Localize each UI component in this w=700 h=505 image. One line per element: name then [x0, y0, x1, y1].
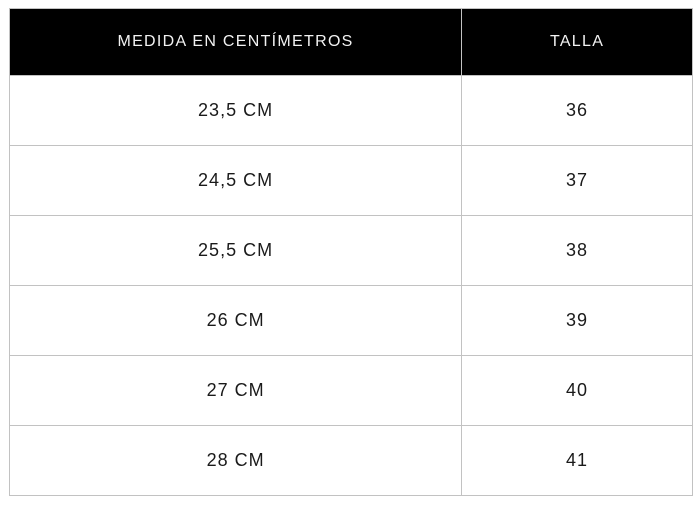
header-size: TALLA — [462, 9, 693, 76]
size-cell: 36 — [462, 76, 693, 146]
measure-cell: 24,5 CM — [10, 146, 462, 216]
table-row — [10, 286, 693, 356]
size-cell: 40 — [462, 356, 693, 426]
measure-cell: 23,5 CM — [10, 76, 462, 146]
table-row — [10, 146, 693, 216]
table-row — [10, 426, 693, 496]
measure-cell: 27 CM — [10, 356, 462, 426]
size-cell: 38 — [462, 216, 693, 286]
header-row — [10, 9, 693, 76]
size-cell: 37 — [462, 146, 693, 216]
size-cell: 41 — [462, 426, 693, 496]
size-chart-table — [9, 8, 693, 496]
header-measure: MEDIDA EN CENTÍMETROS — [10, 9, 462, 76]
table-row — [10, 216, 693, 286]
size-cell: 39 — [462, 286, 693, 356]
table-row — [10, 76, 693, 146]
measure-cell: 25,5 CM — [10, 216, 462, 286]
table-row — [10, 356, 693, 426]
measure-cell: 28 CM — [10, 426, 462, 496]
measure-cell: 26 CM — [10, 286, 462, 356]
